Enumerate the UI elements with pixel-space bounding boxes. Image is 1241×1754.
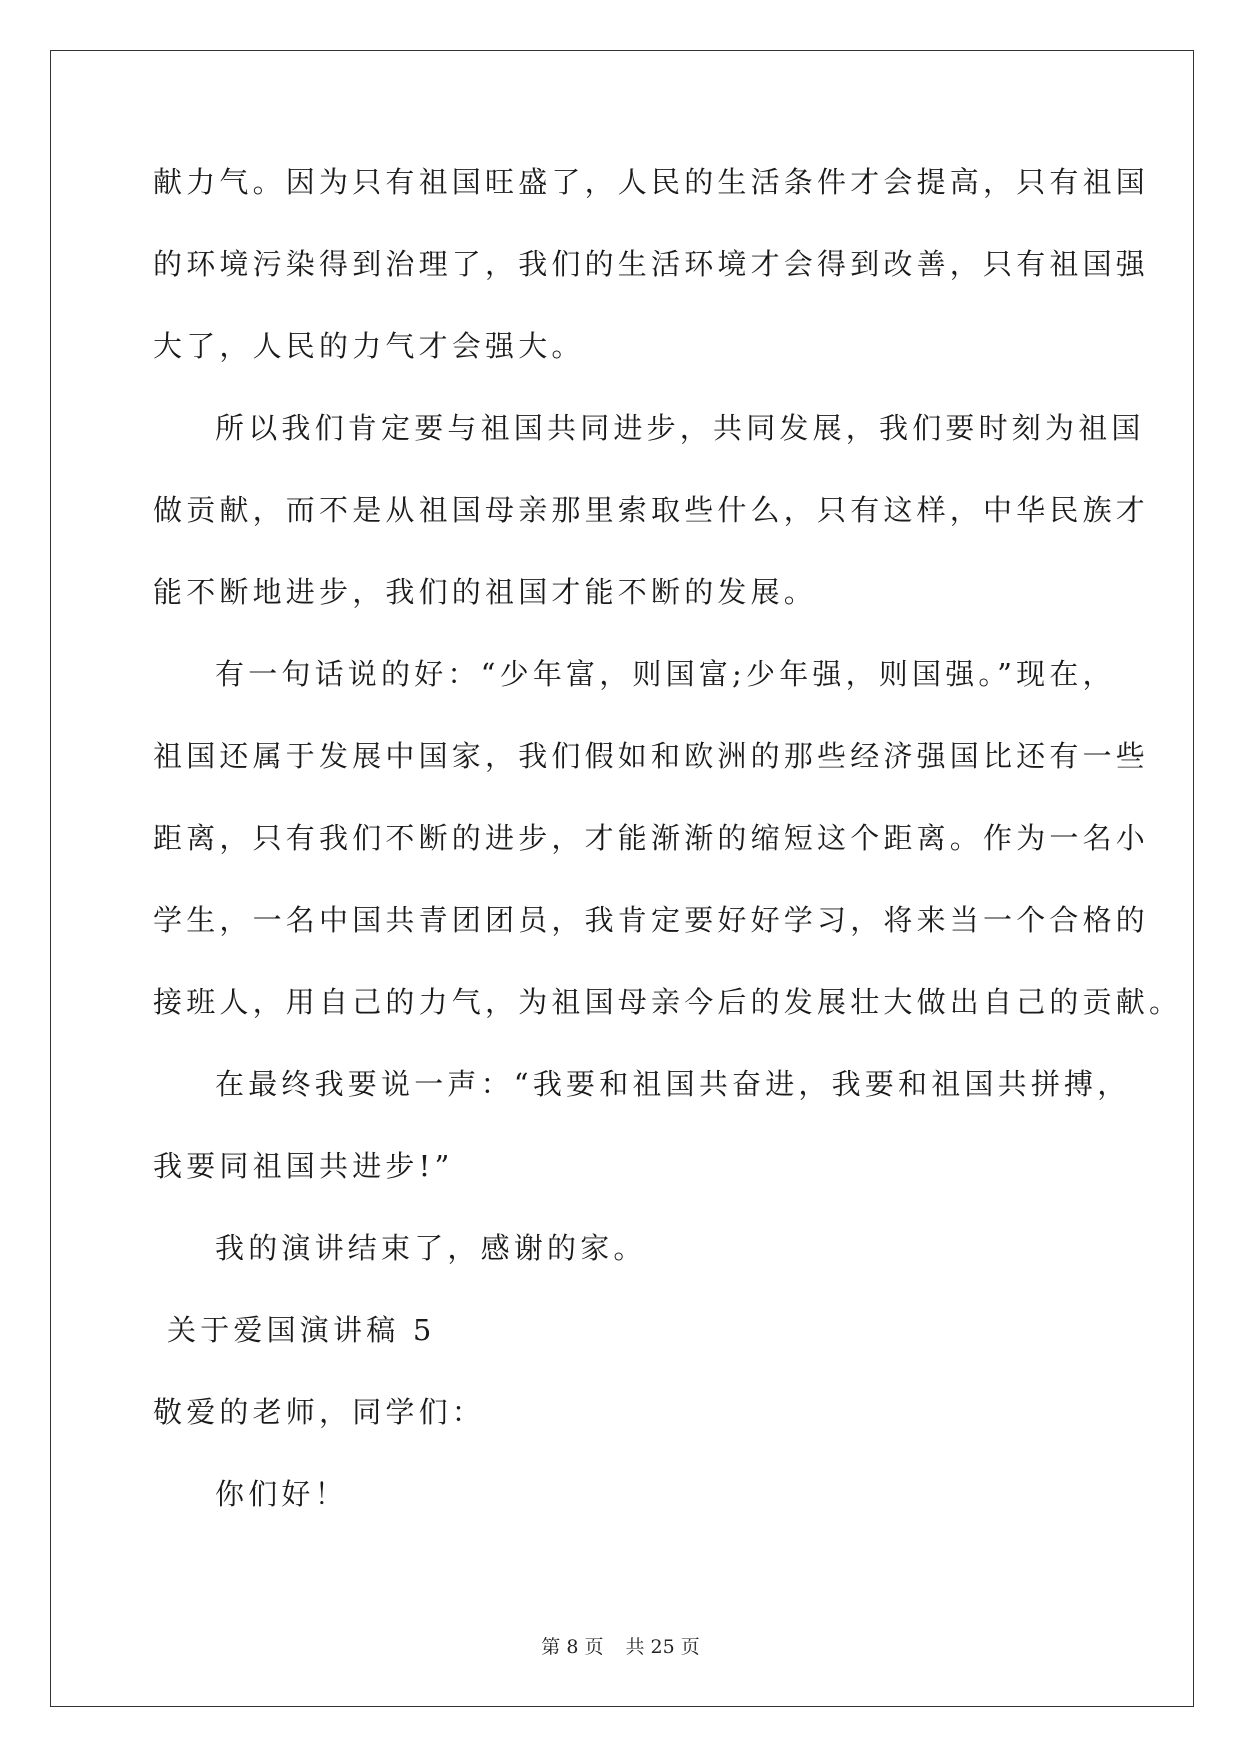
text-line: 的环境污染得到治理了，我们的生活环境才会得到改善，只有祖国强 <box>153 247 1150 281</box>
text-line: 学生，一名中国共青团团员，我肯定要好好学习，将来当一个合格的 <box>153 903 1150 937</box>
paragraph-start: 有一句话说的好：“少年富，则国富;少年强，则国强。”现在， <box>215 657 1116 691</box>
total-pages: 共 25 页 <box>625 1636 700 1658</box>
paragraph-start: 在最终我要说一声：“我要和祖国共奋进，我要和祖国共拼搏， <box>215 1067 1131 1101</box>
text-line: 祖国还属于发展中国家，我们假如和欧洲的那些经济强国比还有一些 <box>153 739 1150 773</box>
document-body <box>153 160 1183 1554</box>
text-line: 做贡献，而不是从祖国母亲那里索取些什么，只有这样，中华民族才 <box>153 493 1150 527</box>
salutation: 敬爱的老师，同学们： <box>153 1395 486 1429</box>
text-line: 接班人，用自己的力气，为祖国母亲今后的发展壮大做出自己的贡献。 <box>153 985 1183 1019</box>
paragraph-start: 所以我们肯定要与祖国共同进步，共同发展，我们要时刻为祖国 <box>215 411 1145 445</box>
paragraph-start: 我的演讲结束了，感谢的家。 <box>215 1231 647 1265</box>
page-number: 第 8 页 <box>541 1636 604 1658</box>
section-heading: 关于爱国演讲稿 5 <box>167 1313 436 1347</box>
page-footer <box>0 1632 1241 1659</box>
greeting: 你们好！ <box>215 1477 348 1511</box>
text-line: 能不断地进步，我们的祖国才能不断的发展。 <box>153 575 818 609</box>
text-line: 我要同祖国共进步!” <box>153 1149 454 1183</box>
text-line: 距离，只有我们不断的进步，才能渐渐的缩短这个距离。作为一名小 <box>153 821 1150 855</box>
text-line: 献力气。因为只有祖国旺盛了，人民的生活条件才会提高，只有祖国 <box>153 165 1150 199</box>
text-line: 大了，人民的力气才会强大。 <box>153 329 585 363</box>
